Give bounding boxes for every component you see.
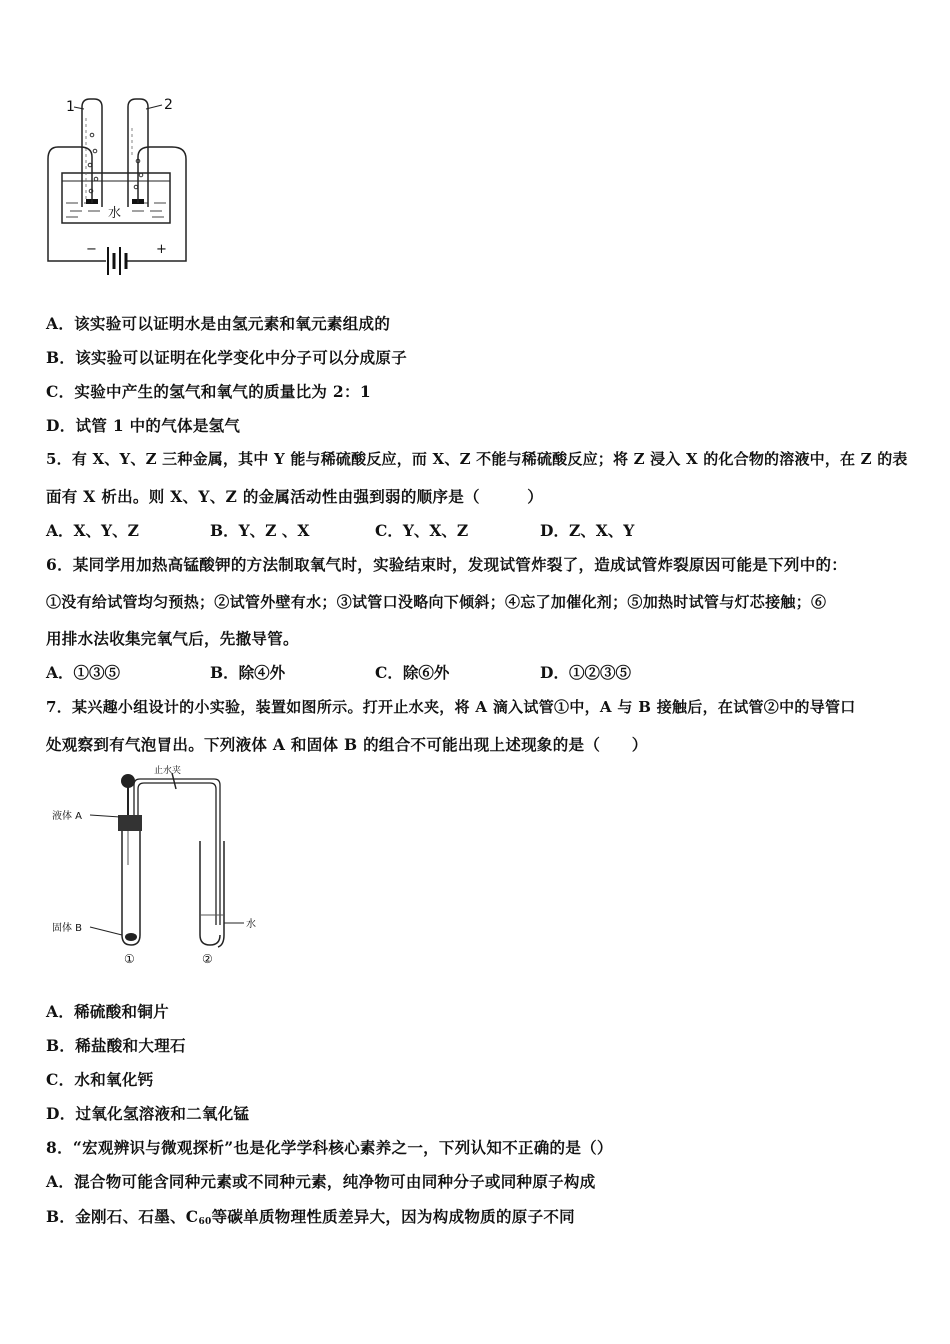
test-tube-2 xyxy=(200,841,220,945)
tube-2-label: ② xyxy=(202,952,213,966)
q7-option-a: A．稀硫酸和铜片 xyxy=(46,1002,169,1021)
solid-b-label: 固体 B xyxy=(52,923,83,934)
dropper-bulb xyxy=(121,774,135,788)
tube-2-label: 2 xyxy=(164,97,173,113)
q4-option-d: D．试管 1 中的气体是氢气 xyxy=(46,416,241,435)
q6-option-d: D．①②③⑤ xyxy=(540,663,631,682)
q4-option-a: A．该实验可以证明水是由氢元素和氧元素组成的 xyxy=(46,314,391,333)
q4-option-b: B．该实验可以证明在化学变化中分子可以分成原子 xyxy=(46,348,408,367)
solid-b xyxy=(125,933,137,941)
q7-option-c: C．水和氧化钙 xyxy=(46,1070,154,1089)
q7-stem-line-1: 7．某兴趣小组设计的小实验，装置如图所示。打开止水夹，将 A 滴入试管①中，A 与 B 接触后，在试管②中的导管口 xyxy=(46,698,856,716)
q5-option-d: D．Z、X、Y xyxy=(540,521,635,540)
q8-option-a: A．混合物可能含同种元素或不同种元素，纯净物可由同种分子或同种原子构成 xyxy=(46,1172,596,1191)
q7-option-d: D．过氧化氢溶液和二氧化锰 xyxy=(46,1104,250,1123)
q6-option-a: A．①③⑤ xyxy=(46,663,121,682)
q5-option-c: C．Y、X、Z xyxy=(375,521,469,540)
water-label: 水 xyxy=(246,919,256,930)
liquid-a-label: 液体 A xyxy=(52,811,83,822)
delivery-tube xyxy=(134,779,220,925)
q6-stem-line-1: 6．某同学用加热高锰酸钾的方法制取氧气时，实验结束时，发现试管炸裂了，造成试管炸裂原因可能是下列中的： xyxy=(46,555,848,574)
q4-option-c: C．实验中产生的氢气和氧气的质量比为 2：1 xyxy=(46,382,371,401)
test-tube-1 xyxy=(122,831,140,945)
q8-option-b xyxy=(46,1205,575,1227)
q7-stem-line-2: 处观察到有气泡冒出。下列液体 A 和固体 B 的组合不可能出现上述现象的是（ ） xyxy=(46,735,648,754)
q6-stem-line-2: ①没有给试管均匀预热；②试管外壁有水；③试管口没略向下倾斜；④忘了加催化剂；⑤加热时试管与灯芯接触；⑥ xyxy=(46,593,827,611)
q8-option-b-text: B．金刚石、石墨、C xyxy=(46,1207,199,1226)
rubber-stopper xyxy=(118,815,142,831)
apparatus-figure xyxy=(50,765,270,970)
tube-1-label: 1 xyxy=(66,99,75,115)
q8-option-b-rest: 等碳单质物理性质差异大，因为构成物质的原子不同 xyxy=(211,1207,575,1226)
q5-option-a: A．X、Y、Z xyxy=(46,521,139,540)
q6-option-c: C．除⑥外 xyxy=(375,663,450,682)
q5-option-b: B．Y、Z 、X xyxy=(210,521,310,540)
plus-label: + xyxy=(156,242,167,257)
q6-stem-line-3: 用排水法收集完氧气后，先撤导管。 xyxy=(46,629,299,648)
q5-stem-line-2: 面有 X 析出。则 X、Y、Z 的金属活动性由强到弱的顺序是（ ） xyxy=(46,487,544,506)
battery-icon xyxy=(108,247,126,275)
clamp-label: 止水夹 xyxy=(154,766,182,776)
q8-stem: 8．“宏观辨识与微观探析”也是化学学科核心素养之一，下列认知不正确的是（） xyxy=(46,1138,613,1157)
q6-option-b: B．除④外 xyxy=(210,663,286,682)
q8-option-b-subscript: 60 xyxy=(198,1217,212,1227)
minus-label: − xyxy=(86,242,97,257)
electrolysis-figure xyxy=(40,95,200,285)
q7-option-b: B．稀盐酸和大理石 xyxy=(46,1036,186,1055)
q5-stem-line-1: 5．有 X、Y、Z 三种金属，其中 Y 能与稀硫酸反应，而 X、Z 不能与稀硫酸反应；将 Z 浸入 X 的化合物的溶液中，在 Z 的表 xyxy=(46,450,908,468)
water-label: 水 xyxy=(108,206,122,221)
tube-1-label: ① xyxy=(124,952,135,966)
